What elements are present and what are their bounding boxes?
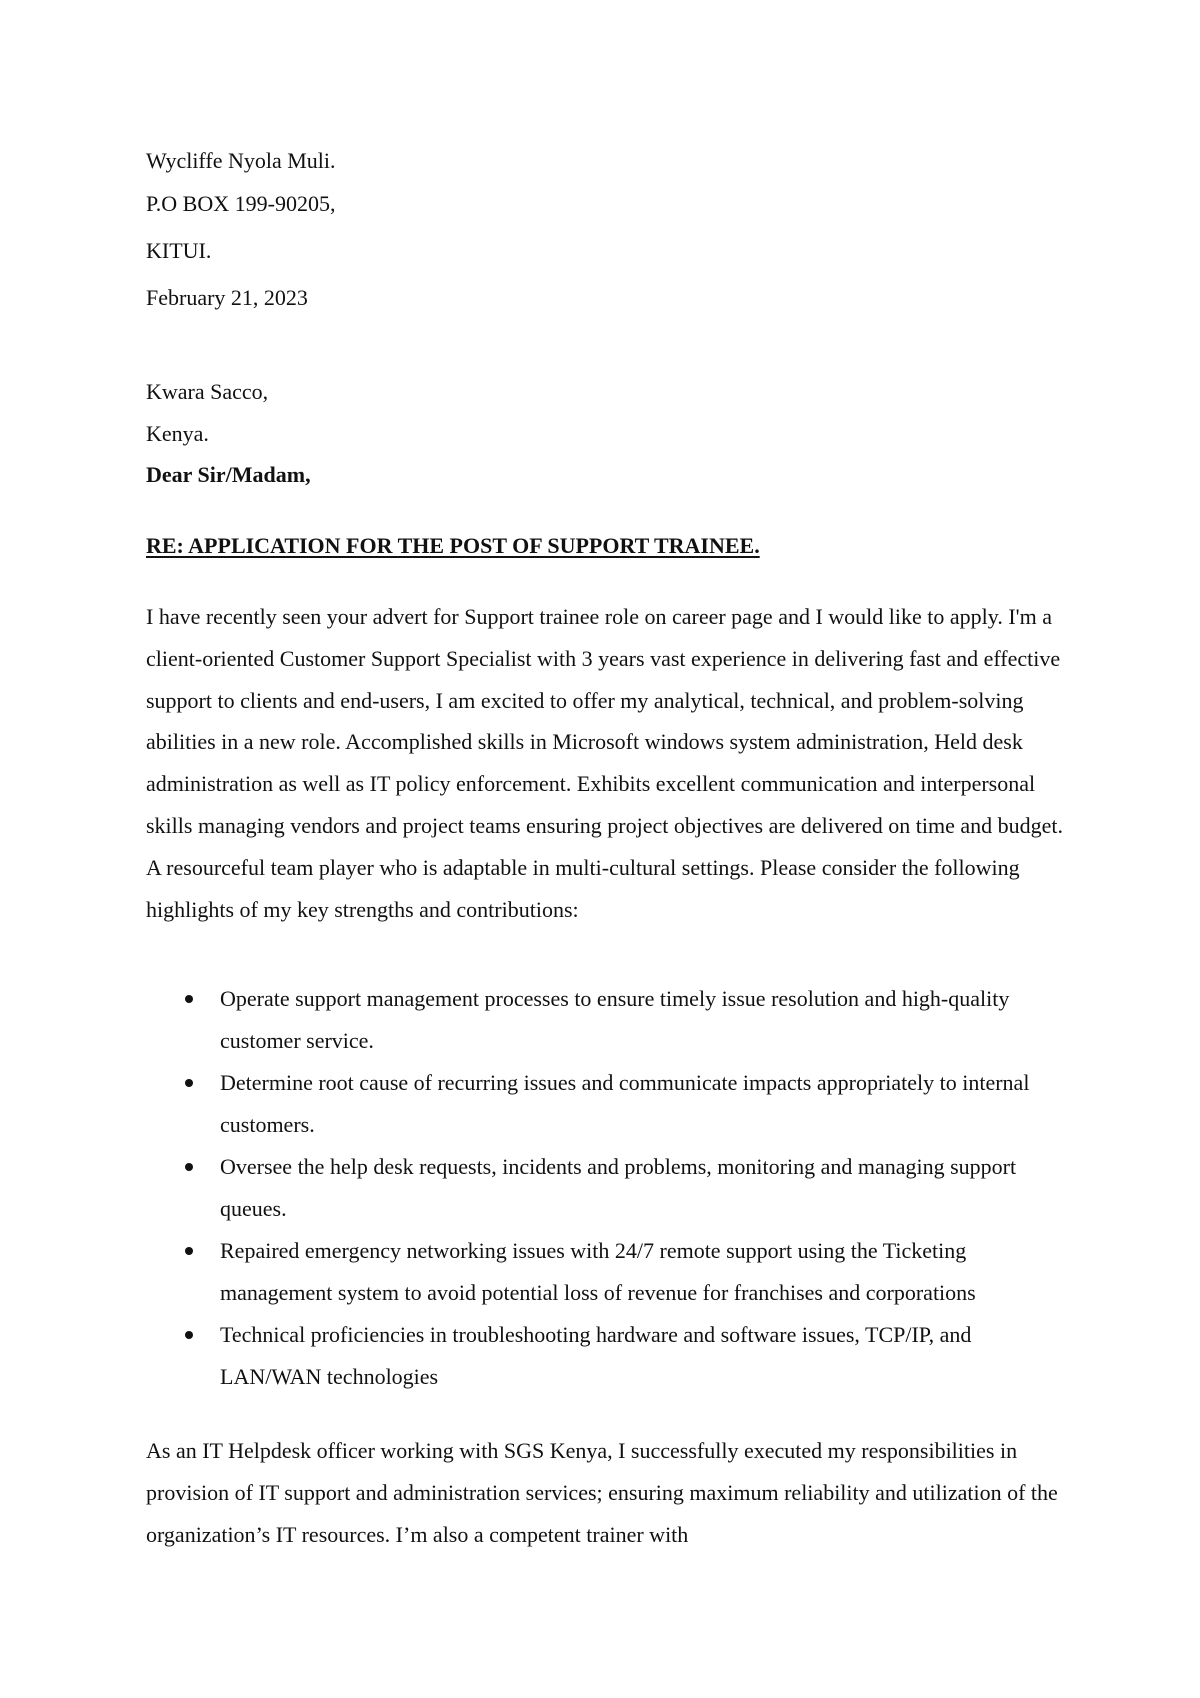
letter-date: February 21, 2023 bbox=[146, 285, 308, 310]
salutation: Dear Sir/Madam, bbox=[146, 462, 311, 487]
list-item bbox=[146, 978, 1066, 1061]
highlight-text: Oversee the help desk requests, incidents and problems, monitoring and managing support queues. bbox=[220, 1154, 1017, 1221]
bullet-icon bbox=[185, 1079, 193, 1087]
bullet-icon bbox=[185, 995, 193, 1003]
recipient-organization: Kwara Sacco, bbox=[146, 379, 269, 404]
recipient-country: Kenya. bbox=[146, 421, 209, 446]
highlight-text: Determine root cause of recurring issues and communicate impacts appropriately to internal customers. bbox=[220, 1070, 1030, 1137]
list-item bbox=[146, 1062, 1066, 1145]
bullet-icon bbox=[185, 1163, 193, 1171]
highlights-list bbox=[146, 978, 1066, 1398]
experience-paragraph: As an IT Helpdesk officer working with SGS Kenya, I successfully executed my responsibilities in provision of IT support and administration services; ensuring maximum reliability and utilization of the organization’s IT resources. I’m also a competent trainer with bbox=[146, 1438, 1058, 1547]
sender-name: Wycliffe Nyola Muli. bbox=[146, 148, 336, 173]
list-item bbox=[146, 1314, 1066, 1397]
list-item bbox=[146, 1230, 1066, 1313]
highlight-text: Repaired emergency networking issues with 24/7 remote support using the Ticketing management system to avoid potential loss of revenue for franchises and corporations bbox=[220, 1238, 976, 1305]
sender-address: P.O BOX 199-90205, bbox=[146, 191, 336, 216]
list-item bbox=[146, 1146, 1066, 1229]
highlight-text: Technical proficiencies in troubleshooting hardware and software issues, TCP/IP, and LAN/WAN technologies bbox=[220, 1322, 972, 1389]
intro-paragraph: I have recently seen your advert for Support trainee role on career page and I would like to apply. I'm a client-oriented Customer Support Specialist with 3 years vast experience in delivering fast and effective support to clients and end-users, I am excited to offer my analytical, technical, and problem-solving abilities in a new role. Accomplished skills in Microsoft windows system administration, Held desk administration as well as IT policy enforcement. Exhibits excellent communication and interpersonal skills managing vendors and project teams ensuring project objectives are delivered on time and budget. A resourceful team player who is adaptable in multi-cultural settings. Please consider the following highlights of my key strengths and contributions: bbox=[146, 604, 1064, 922]
highlight-text: Operate support management processes to ensure timely issue resolution and high-quality customer service. bbox=[220, 986, 1010, 1053]
bullet-icon bbox=[185, 1247, 193, 1255]
sender-town: KITUI. bbox=[146, 238, 212, 263]
subject-line: RE: APPLICATION FOR THE POST OF SUPPORT TRAINEE. bbox=[146, 533, 760, 558]
bullet-icon bbox=[185, 1331, 193, 1339]
